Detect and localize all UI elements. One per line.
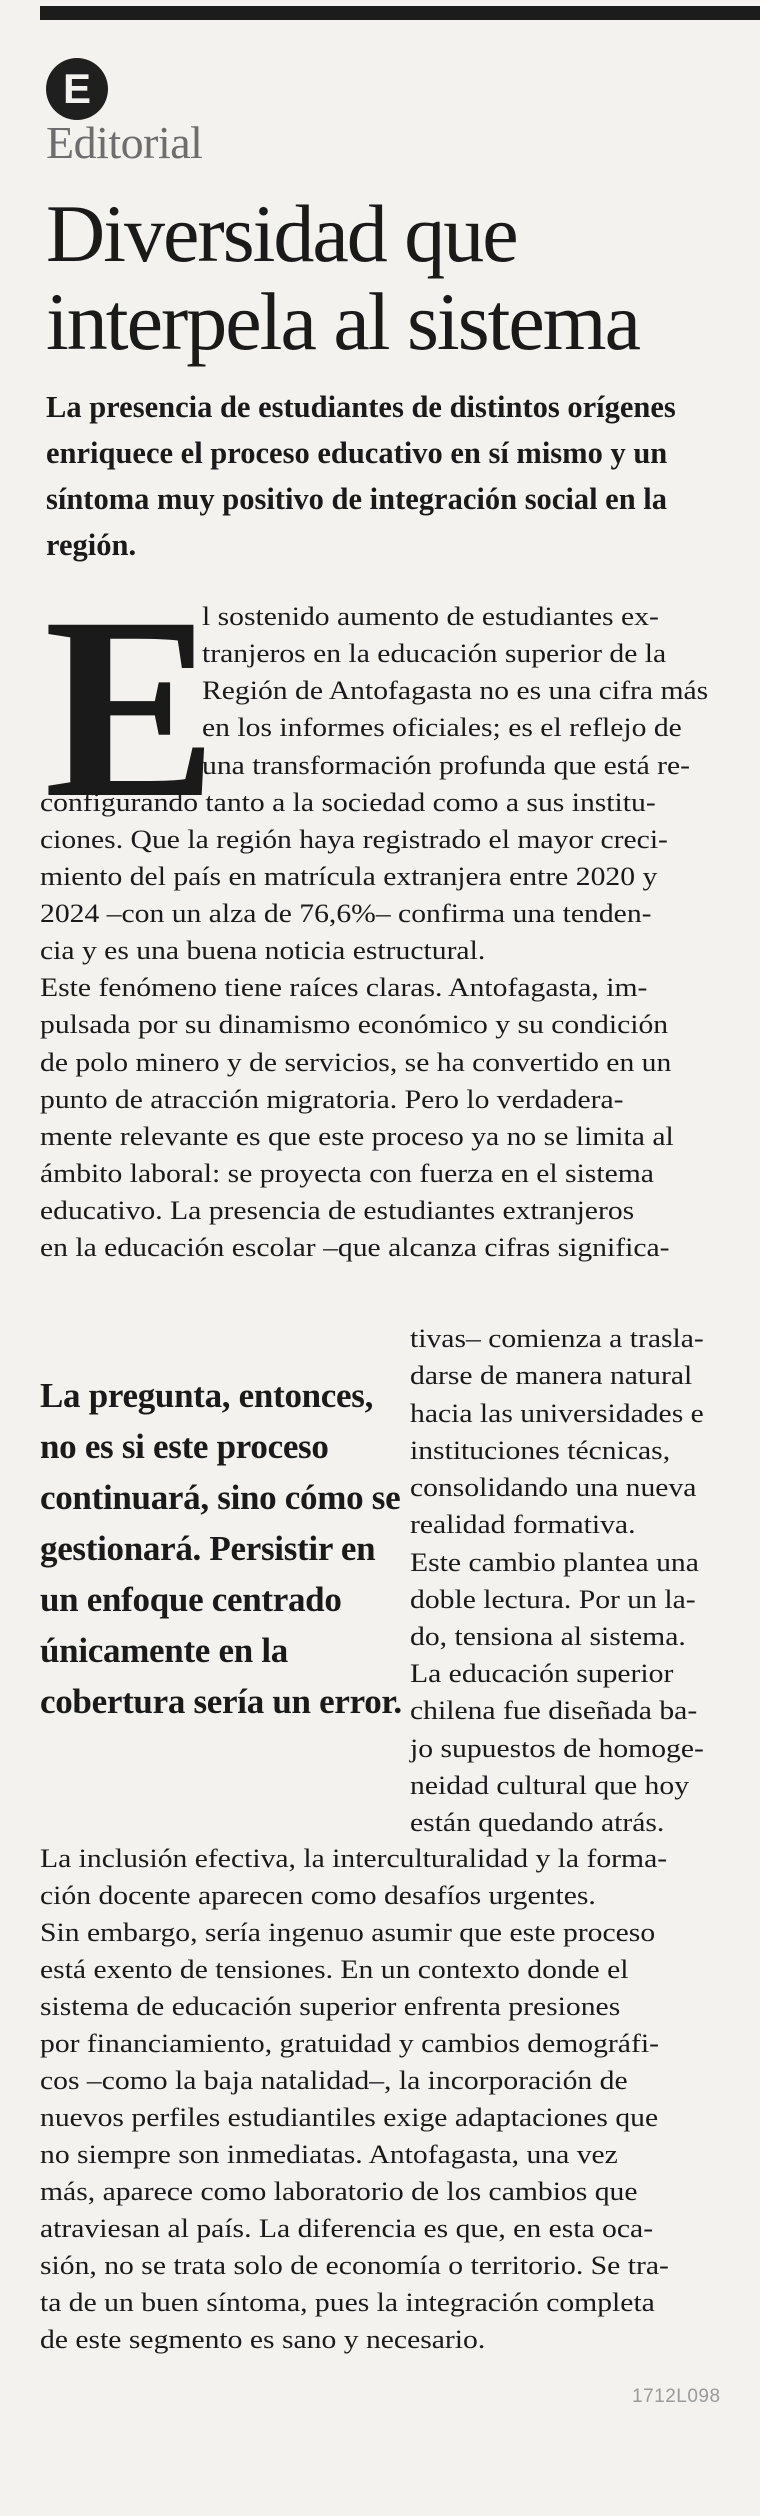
body-line: do, tensiona al sistema. [410,1622,686,1651]
body-line: ámbito laboral: se proyecta con fuerza en el sistema [40,1159,654,1188]
body-line: más, aparece como laboratorio de los cambios que [40,2177,638,2206]
body-line: ción docente aparecen como desafíos urgentes. [40,1881,596,1910]
body-line: punto de atracción migratoria. Pero lo verdadera- [40,1085,624,1114]
body-line: chilena fue diseñada ba- [410,1696,698,1725]
body-line: tivas– comienza a trasla- [410,1324,704,1353]
body-line: hacia las universidades e [410,1399,704,1428]
body-line: 2024 –con un alza de 76,6%– confirma una tenden- [40,899,652,928]
drop-cap: E [44,608,218,814]
body-line: de polo minero y de servicios, se ha convertido en un [40,1048,672,1077]
body-line: configurando tanto a la sociedad como a sus institu- [40,788,656,817]
body-line: nuevos perfiles estudiantiles exige adaptaciones que [40,2103,659,2132]
faint-code: 1712L098 [632,2386,721,2407]
body-line: Este cambio plantea una [410,1548,699,1577]
body-line: La inclusión efectiva, la interculturalidad y la forma- [40,1844,668,1873]
body-line: están quedando atrás. [410,1808,665,1837]
body-line: no siempre son inmediatas. Antofagasta, una vez [40,2140,618,2169]
section-label: Editorial [46,117,203,168]
body-line: l sostenido aumento de estudiantes ex- [202,602,659,631]
body-line: La educación superior [410,1659,674,1688]
body-line: Región de Antofagasta no es una cifra más [202,676,709,705]
body-line: ta de un buen síntoma, pues la integración completa [40,2288,655,2317]
body-line: en la educación escolar –que alcanza cifras significa- [40,1233,670,1262]
body-line: mente relevante es que este proceso ya no se limita al [40,1122,674,1151]
body-line: sistema de educación superior enfrenta presiones [40,1992,621,2021]
pull-quote: La pregunta, entonces, no es si este proceso continuará, sino cómo se gestionará. Persistir en un enfoque centrado únicamente en la cobertura sería un error. [40,1376,402,1721]
body-line: de este segmento es sano y necesario. [40,2325,486,2354]
body-line: doble lectura. Por un la- [410,1585,696,1614]
body-line: pulsada por su dinamismo económico y su condición [40,1010,669,1039]
body-line: miento del país en matrícula extranjera entre 2020 y [40,862,658,891]
body-line: neidad cultural que hoy [410,1771,690,1800]
body-line: realidad formativa. [410,1510,636,1539]
body-line: Este fenómeno tiene raíces claras. Antofagasta, im- [40,973,648,1002]
body-line: jo supuestos de homoge- [410,1734,704,1763]
body-line: ciones. Que la región haya registrado el mayor creci- [40,825,668,854]
body-line: cia y es una buena noticia estructural. [40,936,486,965]
body-line: educativo. La presencia de estudiantes extranjeros [40,1196,635,1225]
body-line: Sin embargo, sería ingenuo asumir que este proceso [40,1918,656,1947]
body-line: cos –como la baja natalidad–, la incorporación de [40,2066,628,2095]
body-line: darse de manera natural [410,1361,693,1390]
body-line: consolidando una nueva [410,1473,697,1502]
body-line: por financiamiento, gratuidad y cambios demográfi- [40,2029,659,2058]
body-line: una transformación profunda que está re- [202,751,691,780]
editorial-badge: E [46,58,108,120]
top-rule [40,6,760,20]
body-line: tranjeros en la educación superior de la [202,639,667,668]
headline: Diversidad que interpela al sistema [46,188,639,367]
standfirst: La presencia de estudiantes de distintos orígenes enriquece el proceso educativo en sí mismo y un síntoma muy positivo de integración social en la región. [46,390,676,562]
body-line: en los informes oficiales; es el reflejo de [202,713,682,742]
body-line: sión, no se trata solo de economía o territorio. Se tra- [40,2251,669,2280]
body-line: atraviesan al país. La diferencia es que, en esta oca- [40,2214,654,2243]
body-line: está exento de tensiones. En un contexto donde el [40,1955,629,1984]
body-line: instituciones técnicas, [410,1436,671,1465]
